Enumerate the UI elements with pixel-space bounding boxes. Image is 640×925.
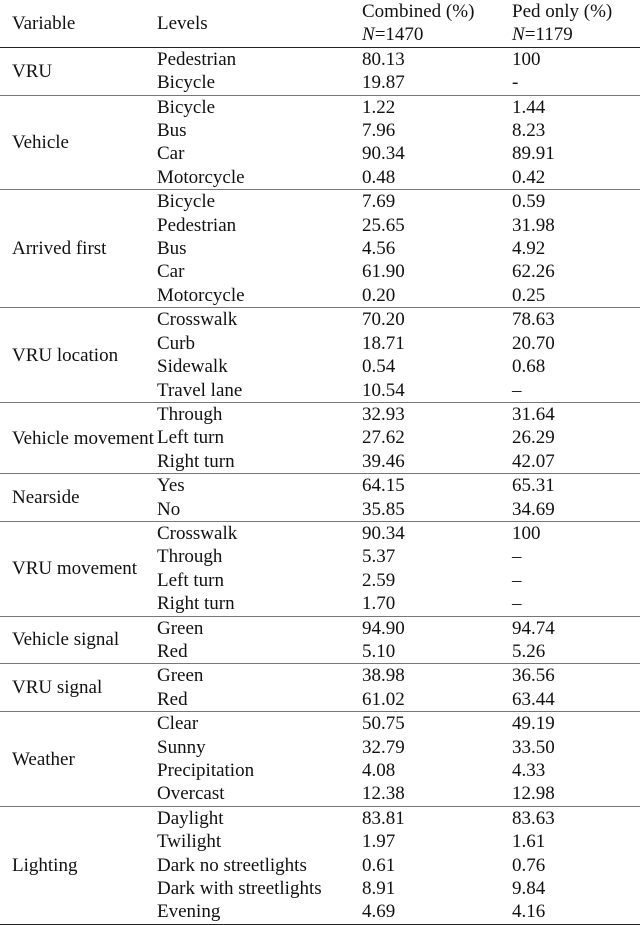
level-cell: Bus <box>157 238 187 260</box>
ped-only-cell: 8.23 <box>512 120 546 142</box>
ped-only-cell: 36.56 <box>512 665 555 687</box>
table-row <box>0 521 640 545</box>
combined-cell: 90.34 <box>362 522 405 544</box>
table-row <box>0 47 640 71</box>
variable-name: VRU signal <box>0 664 154 712</box>
level-cell: Car <box>157 143 185 165</box>
level-cell: Through <box>157 403 223 425</box>
combined-cell: 25.65 <box>362 214 405 236</box>
header-ped-n-value: =1179 <box>524 24 573 46</box>
combined-cell: 1.22 <box>362 96 396 118</box>
level-cell: Car <box>157 261 185 283</box>
combined-cell: 80.13 <box>362 48 405 70</box>
combined-cell: 10.54 <box>362 379 512 403</box>
level-cell: Yes <box>157 475 185 497</box>
level-cell: Left turn <box>157 569 225 591</box>
ped-only-cell: 0.25 <box>512 284 640 308</box>
table-header <box>0 0 640 47</box>
header-combined-n-label: N <box>362 24 375 46</box>
header-combined <box>362 0 512 47</box>
combined-cell: 12.38 <box>362 782 512 806</box>
level-cell: Bus <box>157 120 187 142</box>
header-combined-n <box>362 23 512 46</box>
combined-cell: 94.90 <box>362 617 405 639</box>
ped-only-cell: 100 <box>512 48 541 70</box>
combined-cell: 70.20 <box>362 309 405 331</box>
ped-only-cell: 94.74 <box>512 617 555 639</box>
variable-name: Vehicle movement <box>0 402 154 473</box>
table-row <box>0 95 640 119</box>
variable-name: Weather <box>0 712 154 807</box>
variable-name: Arrived first <box>0 190 154 308</box>
ped-only-cell: 49.19 <box>512 713 555 735</box>
level-cell: Crosswalk <box>157 522 238 544</box>
ped-only-cell: 9.84 <box>512 878 546 900</box>
level-cell: Dark with streetlights <box>157 878 322 900</box>
ped-only-cell: – <box>512 379 640 403</box>
combined-cell: 83.81 <box>362 807 405 829</box>
header-combined-n-value: =1470 <box>374 24 424 46</box>
ped-only-cell: 1.61 <box>512 831 546 853</box>
combined-cell: 2.59 <box>362 569 396 591</box>
combined-cell: 27.62 <box>362 427 405 449</box>
ped-only-cell: 0.59 <box>512 191 546 213</box>
level-cell: Sunny <box>157 736 206 758</box>
ped-only-cell: 78.63 <box>512 309 555 331</box>
level-cell: Motorcycle <box>154 284 362 308</box>
level-cell: Crosswalk <box>157 309 238 331</box>
combined-cell: 61.90 <box>362 261 405 283</box>
level-cell: Daylight <box>157 807 224 829</box>
ped-only-cell: 34.69 <box>512 498 640 522</box>
combined-cell: 19.87 <box>362 71 512 95</box>
ped-only-cell: – <box>512 592 640 616</box>
level-cell: Bicycle <box>157 191 216 213</box>
ped-only-cell: 31.64 <box>512 403 555 425</box>
ped-only-cell: 100 <box>512 522 541 544</box>
level-cell: Bicycle <box>157 96 216 118</box>
variable-name: VRU location <box>0 308 154 403</box>
variable-name: Nearside <box>0 474 154 522</box>
combined-cell: 50.75 <box>362 713 405 735</box>
level-cell: Motorcycle <box>154 166 362 190</box>
ped-only-cell: 26.29 <box>512 427 555 449</box>
level-cell: Green <box>157 617 204 639</box>
level-cell: Right turn <box>154 592 362 616</box>
table-row <box>0 664 640 688</box>
combined-cell: 39.46 <box>362 450 512 474</box>
level-cell: Right turn <box>154 450 362 474</box>
header-levels: Levels <box>154 0 362 47</box>
ped-only-cell: 42.07 <box>512 450 640 474</box>
header-ped-n-label: N <box>512 24 525 46</box>
table-row <box>0 806 640 830</box>
level-cell: Red <box>154 688 362 712</box>
level-cell: Left turn <box>157 427 225 449</box>
level-cell: Precipitation <box>157 760 255 781</box>
combined-cell: 32.93 <box>362 403 405 425</box>
ped-only-cell: 63.44 <box>512 688 640 712</box>
header-ped-only <box>512 0 640 47</box>
combined-cell: 1.70 <box>362 592 512 616</box>
ped-only-cell: 62.26 <box>512 261 555 283</box>
combined-cell: 7.69 <box>362 191 396 213</box>
level-cell: Bicycle <box>154 71 362 95</box>
table-row <box>0 474 640 498</box>
ped-only-cell: 4.92 <box>512 238 546 260</box>
level-cell: Pedestrian <box>157 48 237 70</box>
ped-only-cell: 0.68 <box>512 356 546 378</box>
level-cell: Red <box>154 640 362 664</box>
level-cell: Green <box>157 665 204 687</box>
level-cell: Twilight <box>157 831 222 853</box>
combined-cell: 35.85 <box>362 498 512 522</box>
variable-name: Vehicle signal <box>0 616 154 664</box>
level-cell: Through <box>157 546 223 568</box>
table-row <box>0 190 640 214</box>
combined-cell: 7.96 <box>362 120 396 142</box>
combined-cell: 8.91 <box>362 878 396 900</box>
ped-only-cell: - <box>512 71 640 95</box>
variable-name: VRU <box>0 47 154 95</box>
combined-cell: 4.69 <box>362 900 512 924</box>
variable-name: Lighting <box>0 806 154 924</box>
ped-only-cell: 89.91 <box>512 143 555 165</box>
combined-cell: 1.97 <box>362 831 396 853</box>
table-body <box>0 47 640 924</box>
header-row <box>0 0 640 47</box>
level-cell: Evening <box>154 900 362 924</box>
table-row <box>0 402 640 426</box>
ped-only-cell: 31.98 <box>512 214 555 236</box>
level-cell: Pedestrian <box>157 214 237 236</box>
combined-cell: 0.48 <box>362 166 512 190</box>
ped-only-cell: 33.50 <box>512 736 555 758</box>
ped-only-cell: 4.16 <box>512 900 640 924</box>
combined-cell: 32.79 <box>362 736 405 758</box>
combined-cell: 18.71 <box>362 332 405 354</box>
variable-name: VRU movement <box>0 521 154 616</box>
combined-cell: 0.61 <box>362 854 396 876</box>
ped-only-cell: – <box>512 546 522 568</box>
ped-only-cell: 12.98 <box>512 782 640 806</box>
ped-only-cell: 83.63 <box>512 807 555 829</box>
combined-cell: 90.34 <box>362 143 405 165</box>
combined-cell: 5.10 <box>362 640 512 664</box>
combined-cell: 0.54 <box>362 356 396 378</box>
combined-cell: 4.08 <box>362 760 396 781</box>
combined-cell: 61.02 <box>362 688 512 712</box>
ped-only-cell: 1.44 <box>512 96 546 118</box>
ped-only-cell: 5.26 <box>512 640 640 664</box>
table-row <box>0 616 640 640</box>
variable-name: Vehicle <box>0 95 154 190</box>
combined-cell: 64.15 <box>362 475 405 497</box>
level-cell: Overcast <box>154 782 362 806</box>
header-variable: Variable <box>0 0 154 47</box>
level-cell: Curb <box>157 332 195 354</box>
level-cell: No <box>154 498 362 522</box>
ped-only-cell: – <box>512 569 522 591</box>
combined-cell: 5.37 <box>362 546 396 568</box>
ped-only-cell: 65.31 <box>512 475 555 497</box>
header-combined-label: Combined (%) <box>362 1 475 22</box>
ped-only-cell: 0.76 <box>512 854 546 876</box>
ped-only-cell: 20.70 <box>512 332 555 354</box>
ped-only-cell: 0.42 <box>512 166 640 190</box>
combined-cell: 0.20 <box>362 284 512 308</box>
level-cell: Dark no streetlights <box>157 854 307 876</box>
ped-only-cell: 4.33 <box>512 760 546 781</box>
header-ped-only-n <box>512 23 640 46</box>
combined-cell: 38.98 <box>362 665 405 687</box>
level-cell: Sidewalk <box>157 356 228 378</box>
combined-cell: 4.56 <box>362 238 396 260</box>
level-cell: Travel lane <box>154 379 362 403</box>
table-row <box>0 712 640 736</box>
level-cell: Clear <box>157 713 199 735</box>
table-row <box>0 308 640 332</box>
header-ped-only-label: Ped only (%) <box>512 1 613 22</box>
